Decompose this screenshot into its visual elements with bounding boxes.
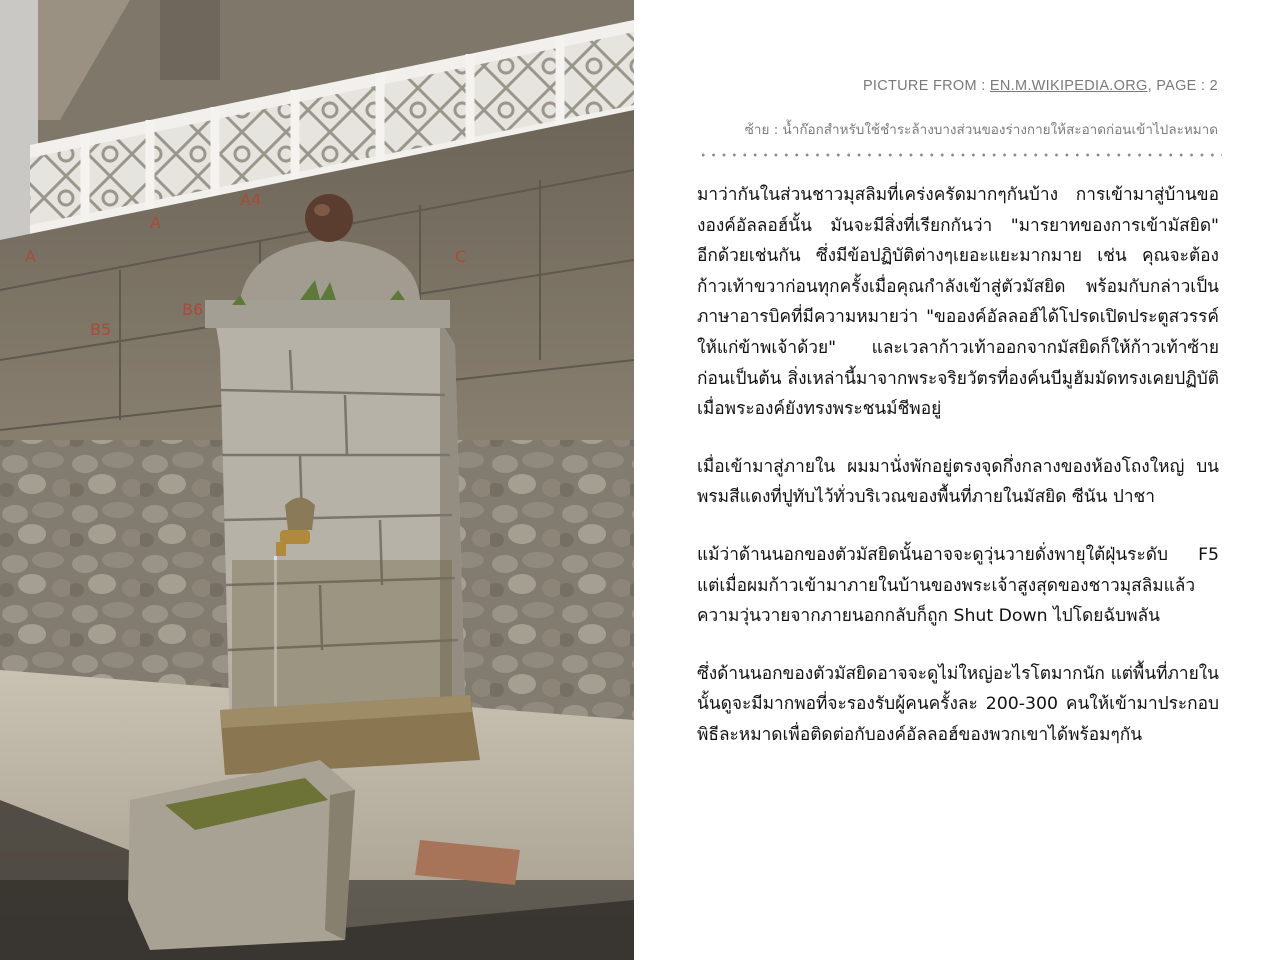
- fountain-illustration: [0, 0, 634, 960]
- photo-fountain: [0, 0, 634, 960]
- paragraph: แม้ว่าด้านนอกของตัวมัสยิดนั้นอาจจะดูวุ่นวายดั่งพายุใต้ฝุ่นระดับ F5 แต่เมื่อผมก้าวเข้ามาภายในบ้านของพระเจ้าสูงสุดของชาวมุสลิมแล้ว ความวุ่นวายจากภายนอกกลับก็ถูก Shut Down ไปโดยฉับพลัน: [697, 544, 1219, 627]
- svg-text:B5: B5: [90, 320, 112, 339]
- svg-text:A: A: [25, 247, 36, 266]
- paragraph: ซึ่งด้านนอกของตัวมัสยิดอาจจะดูไม่ใหญ่อะไรโตมากนัก แต่พื้นที่ภายในนั้นดูจะมีมากพอที่จะรองรับผู้คนครั้งละ 200-300 คนให้เข้ามาประกอบพิธีละหมาดเพื่อติดต่อกับองค์อัลลอฮ์ของพวกเขาได้พร้อมๆกัน: [697, 663, 1219, 745]
- svg-text:B6: B6: [182, 300, 204, 319]
- dotted-divider: [698, 149, 1222, 161]
- svg-text:A4: A4: [240, 190, 262, 209]
- source-link[interactable]: EN.M.WIKIPEDIA.ORG: [989, 78, 1148, 94]
- picture-credit: [863, 78, 1218, 94]
- svg-text:C: C: [455, 247, 467, 266]
- paragraph: เมื่อเข้ามาสู่ภายใน ผมมานั่งพักอยู่ตรงจุดกึ่งกลางของห้องโถงใหญ่ บนพรมสีแดงที่ปูทับไว้ทั่วบริเวณของพื้นที่ภายในมัสยิด ซีนัน ปาชา: [697, 456, 1219, 508]
- svg-text:A: A: [150, 213, 161, 232]
- article-body: [697, 180, 1219, 778]
- credit-prefix: PICTURE FROM :: [862, 78, 990, 94]
- photo-caption: ซ้าย : น้ำก๊อกสำหรับใช้ชำระล้างบางส่วนของร่างกายให้สะอาดก่อนเข้าไปละหมาด: [744, 122, 1218, 138]
- credit-page: , PAGE : 2: [1147, 78, 1218, 94]
- paragraph: มาว่ากันในส่วนชาวมุสลิมที่เคร่งครัดมากๆกันบ้าง การเข้ามาสู่บ้านขององค์อัลลอฮ์นั้น มันจะมีสิ่งที่เรียกกันว่า "มารยาทของการเข้ามัสยิด" อีกด้วยเช่นกัน ซึ่งมีข้อปฏิบัติต่างๆเยอะแยะมากมาย เช่น คุณจะต้องก้าวเท้าขวาก่อนทุกครั้งเมื่อคุณกำลังเข้าสู่ตัวมัสยิด พร้อมกับกล่าวเป็นภาษาอารบิคที่มีความหมายว่า "ขอองค์อัลลอฮ์ได้โปรดเปิดประตูสวรรค์ให้แก่ข้าพเจ้าด้วย" และเวลาก้าวเท้าออกจากมัสยิดก็ให้ก้าวเท้าซ้ายก่อนเป็นต้น สิ่งเหล่านี้มาจากพระจริยวัตรที่องค์นบีมูฮัมมัดทรงเคยปฏิบัติเมื่อพระองค์ยังทรงพระชนม์ชีพอยู่: [697, 185, 1219, 420]
